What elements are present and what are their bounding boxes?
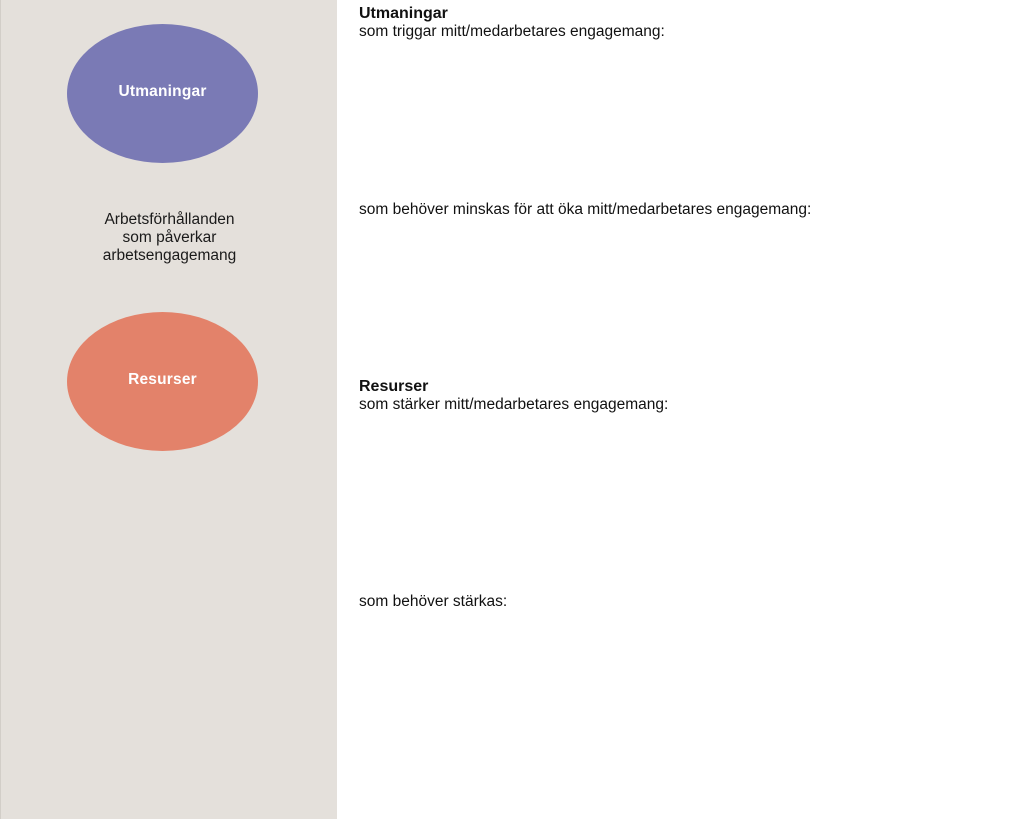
utmaningar-circle: [67, 24, 258, 163]
section-minskas: [359, 201, 811, 219]
middle-label-line-1: Arbetsförhållanden: [104, 211, 235, 228]
sidebar-panel: [0, 0, 337, 819]
section-resurser: [359, 378, 668, 414]
resurser-heading: Resurser: [359, 378, 429, 395]
middle-label-line-2: som påverkar: [122, 229, 217, 246]
starkas-subtext: som behöver stärkas:: [359, 593, 508, 610]
utmaningar-heading: Utmaningar: [359, 5, 448, 22]
middle-label-line-3: arbetsengagemang: [102, 247, 237, 264]
utmaningar-subtext: som triggar mitt/medarbetares engagemang:: [359, 23, 665, 40]
minskas-subtext: som behöver minskas för att öka mitt/medarbetares engagemang:: [359, 201, 812, 218]
utmaningar-circle-label: Utmaningar: [118, 82, 207, 100]
resurser-circle: [67, 312, 258, 451]
arbetsforhallanden-label: [67, 211, 272, 265]
resurser-circle-label: Resurser: [128, 370, 197, 388]
resurser-subtext: som stärker mitt/medarbetares engagemang:: [359, 396, 669, 413]
section-utmaningar: [359, 5, 665, 41]
section-starkas: [359, 593, 507, 611]
